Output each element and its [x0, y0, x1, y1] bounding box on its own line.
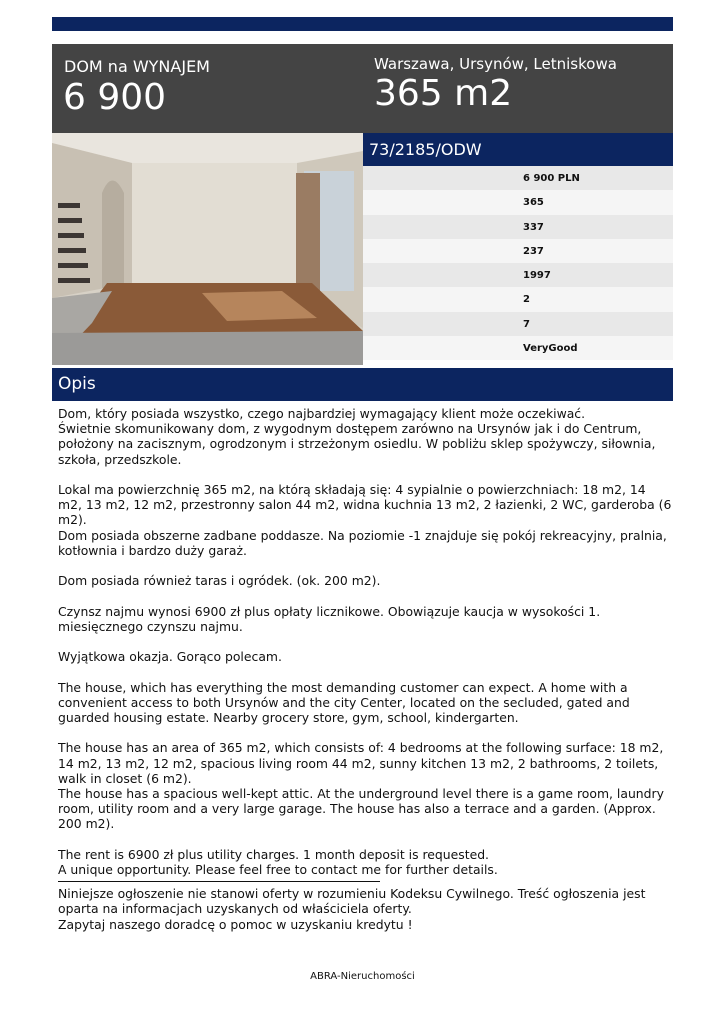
description-paragraph: The house has an area of 365 m2, which consists of: 4 bedrooms at the following surface: 18 m2, 14 m2, 13 m2, 12 m2, spacious living room 44 m2, sunny kitchen 13 m2, 2 bathrooms, 2 toilets, walk in closet (6 m2).: [58, 740, 664, 786]
agency-footer: ABRA-Nieruchomości: [310, 971, 415, 982]
detail-value-6: 2: [363, 287, 673, 311]
detail-price: 6 900 PLN: [363, 166, 673, 190]
detail-year: 1997: [363, 263, 673, 287]
detail-value-7: 7: [363, 312, 673, 336]
listing-price: 6 900: [63, 77, 167, 118]
details-table: [363, 166, 673, 360]
credit-note: Zapytaj naszego doradcę o pomoc w uzyskaniu kredytu !: [58, 916, 413, 932]
description-paragraph: Świetnie skomunikowany dom, z wygodnym dostępem zarówno na Ursynów jak i do Centrum, położony na zacisznym, ogrodzonym i strzeżonym osiedlu. W pobliżu sklep spożywczy, siłownia, szkoła, przedszkole.: [58, 421, 656, 467]
detail-area: 365: [363, 190, 673, 214]
listing-type: DOM na WYNAJEM: [64, 57, 210, 76]
top-accent-bar: [52, 17, 673, 31]
disclaimer-text: Niniejsze ogłoszenie nie stanowi oferty w rozumieniu Kodeksu Cywilnego. Treść ogłoszenia jest oparta na informacjach uzyskanych od właściciela oferty.: [58, 886, 646, 917]
detail-value-3: 337: [363, 215, 673, 239]
section-title: Opis: [52, 368, 673, 401]
reference-number: 73/2185/ODW: [363, 133, 673, 166]
description-paragraph: A unique opportunity. Please feel free to contact me for further details.: [58, 861, 498, 877]
description-paragraph: Dom posiada również taras i ogródek. (ok. 200 m2).: [58, 573, 381, 589]
listing-area: 365 m2: [374, 73, 513, 114]
description-paragraph: The house has a spacious well-kept attic. At the underground level there is a game room, laundry room, utility room and a very large garage. The house has also a terrace and a garden. (Approx. 200 m2).: [58, 785, 664, 832]
listing-header: [52, 44, 673, 133]
detail-condition: VeryGood: [363, 336, 673, 360]
description-paragraph: Wyjątkowa okazja. Gorąco polecam.: [58, 649, 282, 665]
listing-location: Warszawa, Ursynów, Letniskowa: [374, 55, 617, 73]
description-paragraph: Lokal ma powierzchnię 365 m2, na którą składają się: 4 sypialnie o powierzchniach: 18 m2, 14 m2, 13 m2, 12 m2, przestronny salon 44 m2, widna kuchnia 13 m2, 2 łazienki, 2 WC, garderoba (6 m2).: [58, 482, 672, 528]
divider: [58, 881, 380, 882]
description: [58, 406, 673, 932]
description-paragraph: Dom posiada obszerne zadbane poddasze. Na poziomie -1 znajduje się pokój rekreacyjny, pralnia, kotłownia i bardzo duży garaż.: [58, 527, 667, 558]
description-paragraph: Czynsz najmu wynosi 6900 zł plus opłaty licznikowe. Obowiązuje kaucja w wysokości 1. miesięcznego czynszu najmu.: [58, 603, 601, 634]
description-paragraph: The house, which has everything the most demanding customer can expect. A home with a convenient access to both Ursynów and the city Center, located on the secluded, gated and guarded housing estate. Nearby grocery store, gym, school, kindergarten.: [58, 679, 630, 725]
description-paragraph: The rent is 6900 zł plus utility charges. 1 month deposit is requested.: [58, 846, 489, 862]
description-paragraph: Dom, który posiada wszystko, czego najbardziej wymagający klient może oczekiwać.: [58, 406, 586, 421]
detail-value-4: 237: [363, 239, 673, 263]
property-photo: [52, 133, 363, 365]
